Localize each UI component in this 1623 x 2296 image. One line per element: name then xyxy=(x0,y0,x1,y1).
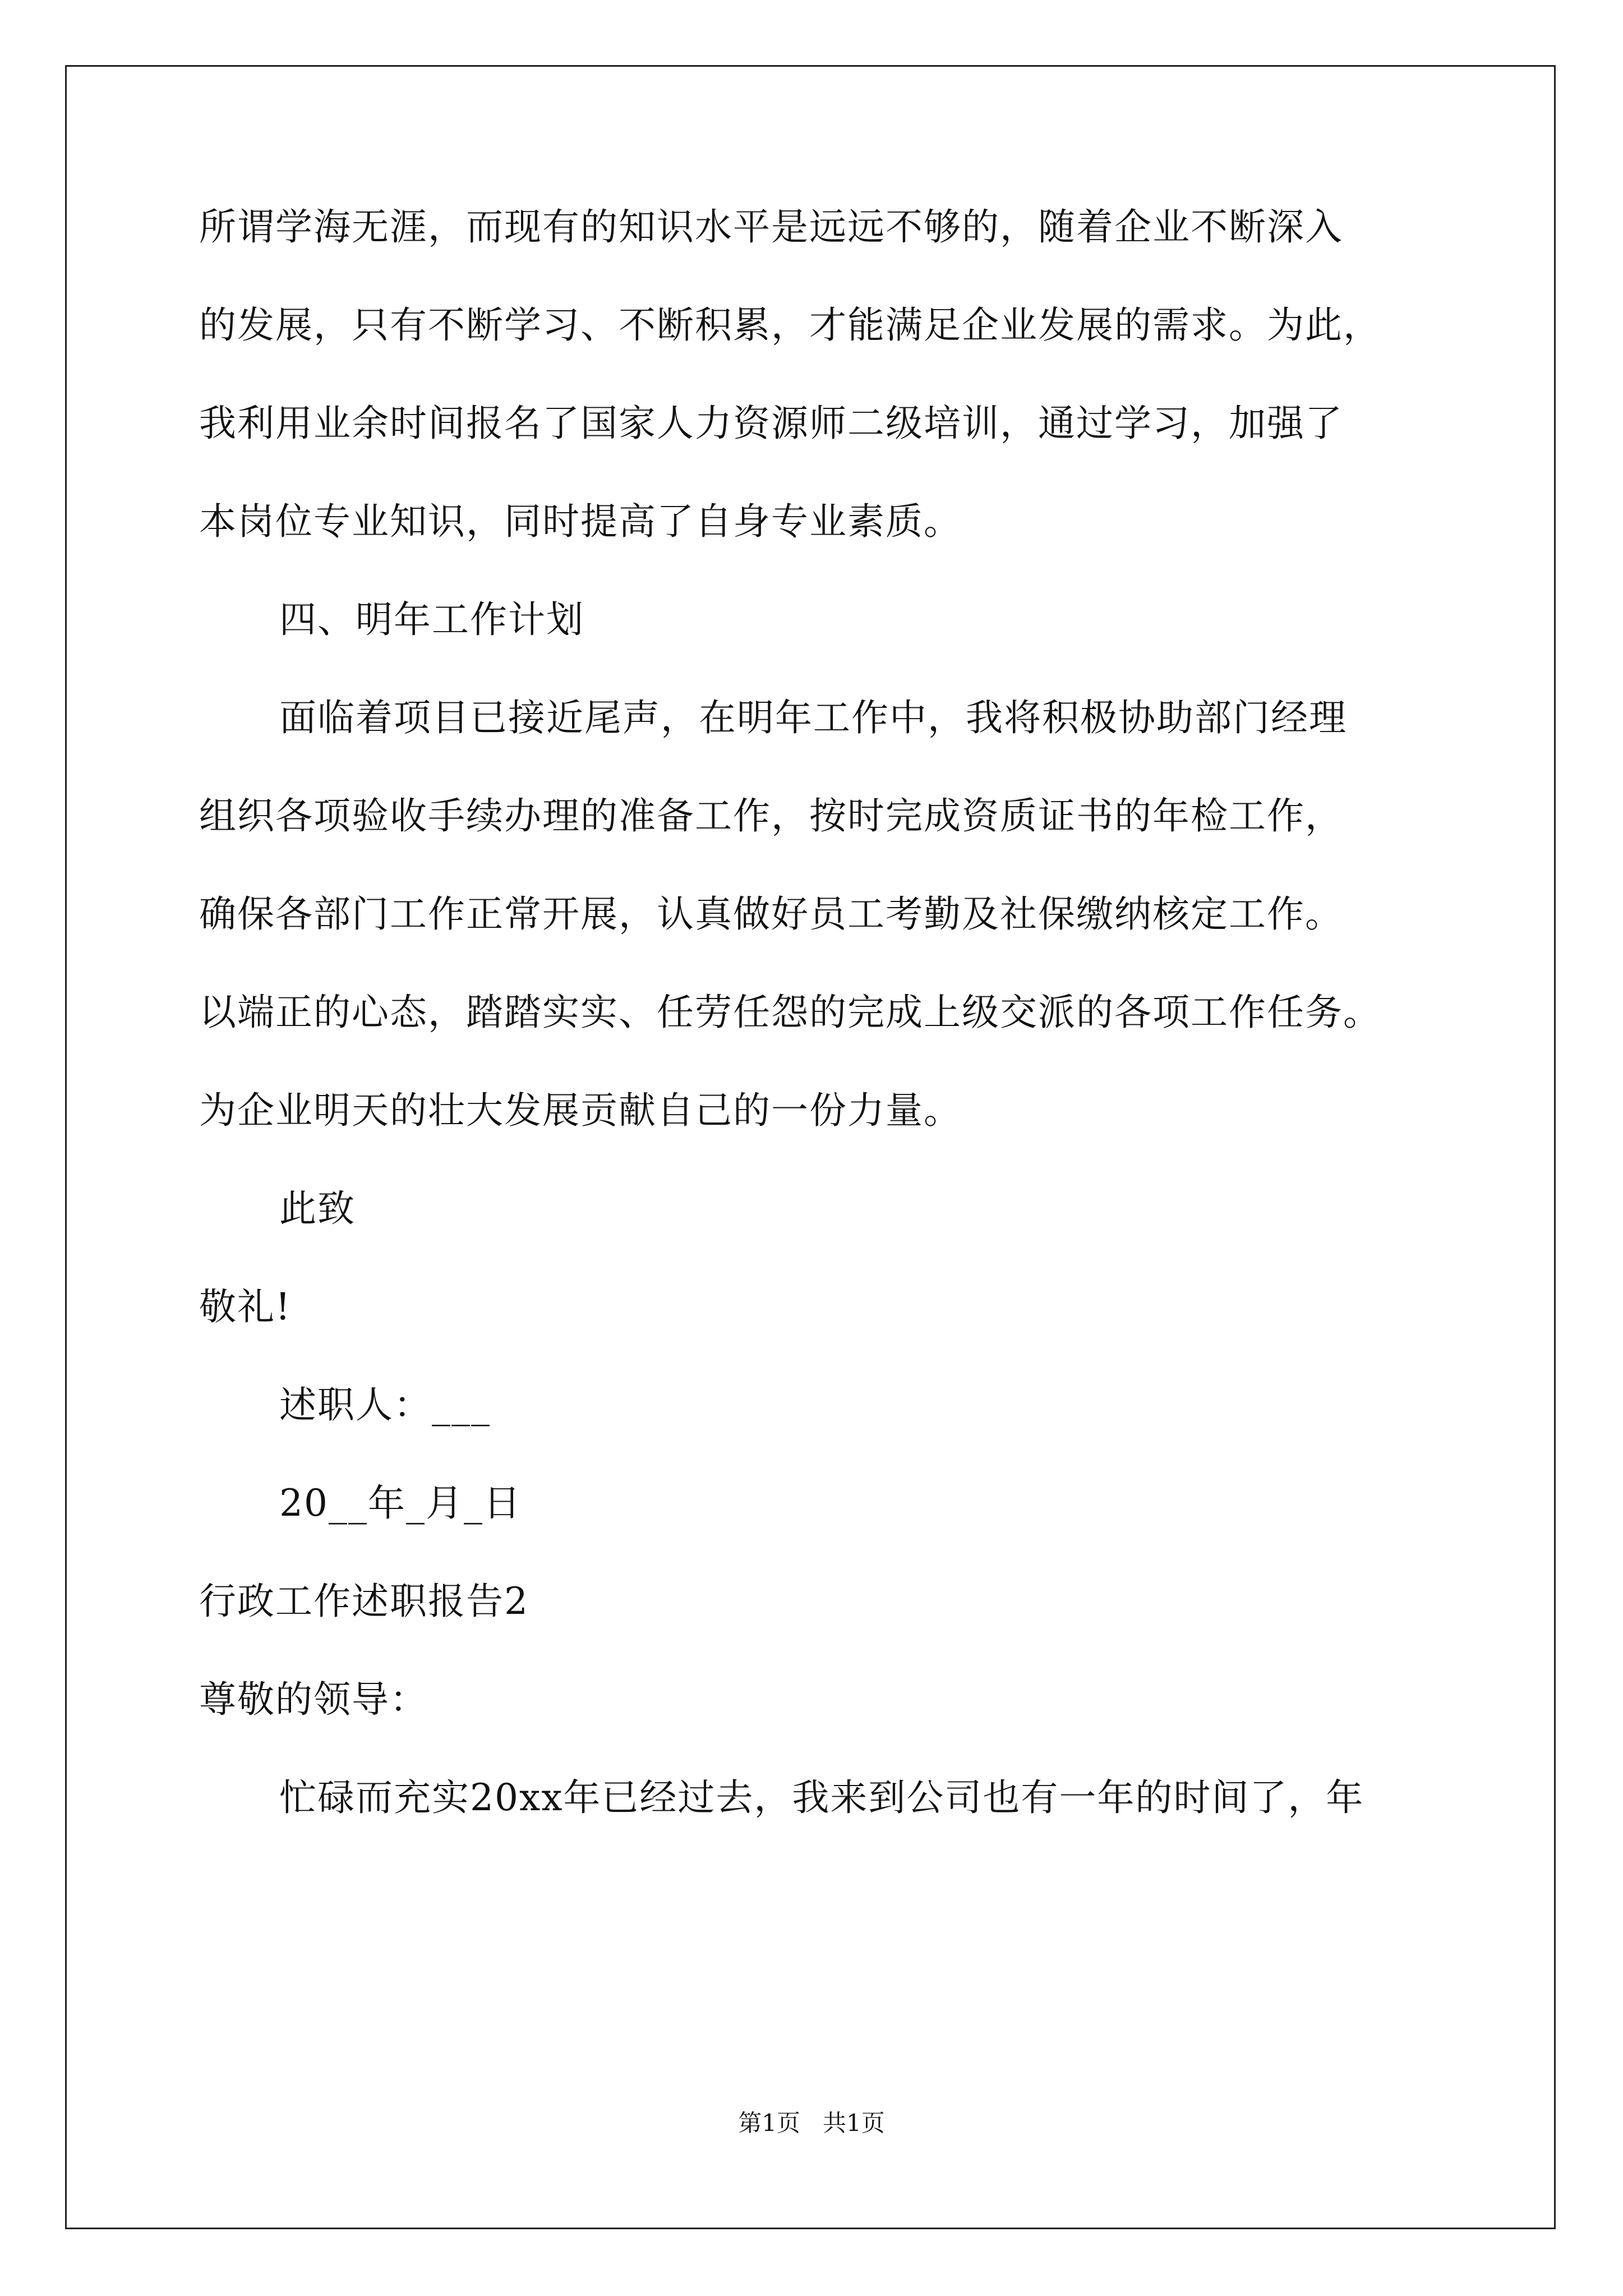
page-footer: 第1页 共1页 xyxy=(738,2109,885,2137)
date-line: 20__年_月_日 xyxy=(279,1481,522,1525)
text-line-2: 的发展，只有不断学习、不断积累，才能满足企业发展的需求。为此， xyxy=(199,303,1381,347)
report-title: 行政工作述职报告2 xyxy=(199,1580,529,1623)
signature-line: 述职人：___ xyxy=(279,1383,491,1427)
text-line-9: 以端正的心态，踏踏实实、任劳任怨的完成上级交派的各项工作任务。 xyxy=(199,991,1381,1034)
text-line-1: 所谓学海无涯，而现有的知识水平是远远不够的，随着企业不断深入 xyxy=(199,205,1343,249)
page-border xyxy=(65,65,1556,2229)
text-line-10: 为企业明天的壮大发展贡献自己的一份力量。 xyxy=(199,1089,962,1132)
text-line-3: 我利用业余时间报名了国家人力资源师二级培训，通过学习，加强了 xyxy=(199,402,1343,445)
text-line-7: 组织各项验收手续办理的准备工作，按时完成资质证书的年检工作， xyxy=(199,794,1343,838)
text-line-6: 面临着项目已接近尾声，在明年工作中，我将积极协助部门经理 xyxy=(279,696,1347,739)
greeting-line: 尊敬的领导： xyxy=(199,1678,428,1721)
section-heading: 四、明年工作计划 xyxy=(279,598,584,641)
text-line-4: 本岗位专业知识，同时提高了自身专业素质。 xyxy=(199,500,962,543)
closing-salutation: 此致 xyxy=(279,1187,356,1230)
closing-regards: 敬礼! xyxy=(199,1285,292,1328)
text-line-8: 确保各部门工作正常开展，认真做好员工考勤及社保缴纳核定工作。 xyxy=(199,892,1343,936)
text-line-17: 忙碌而充实20xx年已经过去，我来到公司也有一年的时间了，年 xyxy=(279,1776,1364,1819)
